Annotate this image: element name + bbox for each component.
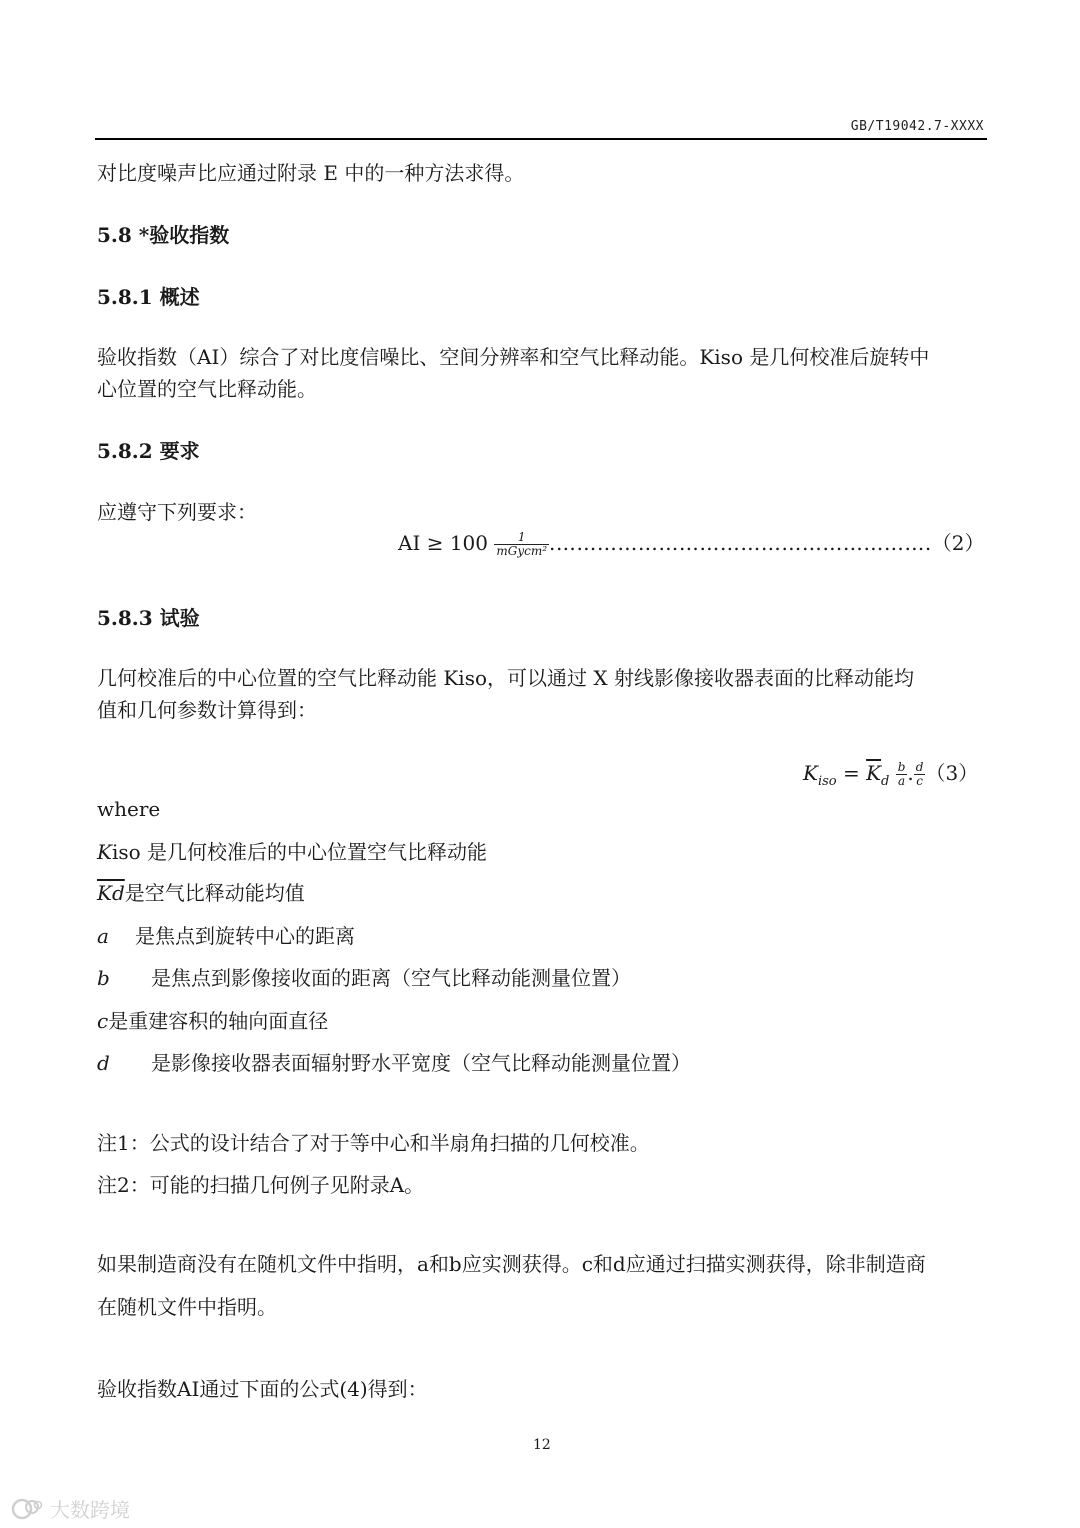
- section-heading-5-8-3: 5.8.3 试验: [97, 606, 200, 630]
- paragraph-requirement: 应遵守下列要求：: [97, 500, 257, 524]
- definition-c: c是重建容积的轴向面直径: [97, 1009, 329, 1033]
- watermark: [10, 1494, 130, 1523]
- equation-2-numerator: 1: [517, 530, 526, 544]
- watermark-text: 大数跨境: [50, 1498, 130, 1522]
- definition-kiso: Kiso 是几何校准后的中心位置空气比释动能: [97, 840, 488, 864]
- definition-a: a 是焦点到旋转中心的距离: [97, 924, 355, 948]
- equation-3-kd-mean: $\overline{K}_d$: [866, 761, 890, 789]
- section-heading-5-8: 5.8 *验收指数: [97, 223, 230, 247]
- equation-3-number: （3）: [925, 761, 979, 785]
- section-heading-5-8-2: 5.8.2 要求: [97, 439, 200, 463]
- note-2: 注2：可能的扫描几何例子见附录A。: [97, 1173, 425, 1197]
- equation-2-denominator: mGycm²: [496, 544, 548, 558]
- equation-2: [398, 527, 984, 558]
- header-rule: [95, 138, 987, 140]
- equation-2-number: （2）: [931, 531, 985, 555]
- equation-3-fraction-b-a: $\frac{b}{a}$: [897, 760, 906, 788]
- definition-d: d 是影像接收器表面辐射野水平宽度（空气比释动能测量位置）: [97, 1051, 691, 1075]
- note-1: 注1：公式的设计结合了对于等中心和半扇角扫描的几何校准。: [97, 1131, 650, 1155]
- section-heading-5-8-1: 5.8.1 概述: [97, 285, 200, 309]
- paragraph-test-line-1: 几何校准后的中心位置的空气比释动能 Kiso，可以通过 X 射线影像接收器表面的比释动能均: [97, 666, 914, 690]
- paragraph-test-line-2: 值和几何参数计算得到：: [97, 698, 317, 722]
- paragraph-ai-formula: 验收指数AI通过下面的公式(4)得到：: [97, 1377, 428, 1401]
- paragraph-manufacturer-line-1: 如果制造商没有在随机文件中指明，a和b应实测获得。c和d应通过扫描实测获得，除非制造商: [97, 1252, 926, 1276]
- document-code: GB/T19042.7-XXXX: [850, 119, 984, 134]
- equation-3-lhs: $K_{iso}$: [803, 761, 837, 789]
- paragraph-manufacturer-line-2: 在随机文件中指明。: [97, 1295, 277, 1319]
- equation-2-leader-dots: .……………………………………………….: [549, 531, 932, 555]
- equation-2-lhs: AI ≥ 100: [398, 531, 488, 555]
- paragraph-overview-line-2: 心位置的空气比释动能。: [97, 377, 317, 401]
- watermark-logo-icon: [10, 1497, 44, 1521]
- definition-kd: $\overline{Kd}$是空气比释动能均值: [97, 881, 305, 905]
- equation-3: $K_{iso} = \overline{K}_d$ $\frac{b}{a}$ . $\frac{d}{c}$ （3）: [803, 760, 979, 789]
- paragraph-cnr: 对比度噪声比应通过附录 E 中的一种方法求得。: [97, 161, 525, 185]
- definition-b: b 是焦点到影像接收面的距离（空气比释动能测量位置）: [97, 966, 631, 990]
- where-label: where: [97, 797, 161, 821]
- equation-2-fraction: [494, 531, 549, 558]
- paragraph-overview-line-1: 验收指数（AI）综合了对比度信噪比、空间分辨率和空气比释动能。Kiso 是几何校准后旋转中: [97, 345, 930, 369]
- equation-3-fraction-d-c: $\frac{d}{c}$: [915, 760, 924, 788]
- page-number: 12: [533, 1437, 551, 1453]
- equation-3-equals: =: [836, 761, 867, 785]
